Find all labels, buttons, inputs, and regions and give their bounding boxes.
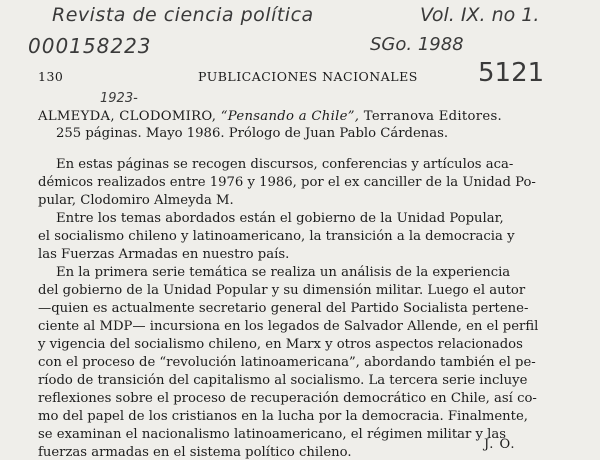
citation-line-1	[38, 110, 502, 123]
body-line: En estas páginas se recogen discursos, conferencias y artículos aca-	[56, 157, 514, 172]
section-title: PUBLICACIONES NACIONALES	[198, 69, 418, 84]
citation-title: “Pensando a Chile”,	[220, 109, 360, 124]
body-line: del gobierno de la Unidad Popular y su dimensión militar. Luego el autor	[38, 283, 526, 298]
body-line: el socialismo chileno y latinoamericano, la transición a la democracia y	[38, 229, 515, 244]
handwritten-author-year: 1923-	[100, 91, 138, 106]
body-line: En la primera serie temática se realiza un análisis de la experiencia	[56, 265, 511, 280]
body-line: ciente al MDP— incursiona en los legados de Salvador Allende, en el perfil	[38, 319, 539, 334]
handwritten-volume-note: Vol. IX. no 1.	[420, 4, 540, 26]
body-line: —quien es actualmente secretario general del Partido Socialista pertene-	[38, 301, 529, 316]
body-line: démicos realizados entre 1976 y 1986, por el ex canciller de la Unidad Po-	[38, 175, 536, 190]
handwritten-shelf-number: 5121	[478, 58, 545, 88]
citation-author: ALMEYDA, CLODOMIRO,	[38, 109, 217, 124]
body-line: se examinan el nacionalismo latinoamericano, el régimen militar y las	[38, 427, 507, 442]
body-line: pular, Clodomiro Almeyda M.	[38, 193, 234, 208]
handwritten-date-note: SGo. 1988	[370, 34, 464, 55]
handwritten-catalog-code: 000158223	[28, 34, 152, 58]
body-line: fuerzas armadas en el sistema político chileno.	[38, 445, 352, 460]
body-line: ríodo de transición del capitalismo al socialismo. La tercera serie incluye	[38, 373, 528, 388]
body-line: Entre los temas abordados están el gobierno de la Unidad Popular,	[56, 211, 504, 226]
body-line: con el proceso de “revolución latinoamericana”, abordando también el pe-	[38, 355, 536, 370]
page-number: 130	[38, 69, 64, 84]
body-line: mo del papel de los cristianos en la lucha por la democracia. Finalmente,	[38, 409, 528, 424]
body-line: reflexiones sobre el proceso de recuperación democrático en Chile, así co-	[38, 391, 537, 406]
reviewer-initials: J. O.	[484, 437, 516, 452]
citation-line-2: 255 páginas. Mayo 1986. Prólogo de Juan Pablo Cárdenas.	[56, 126, 449, 141]
body-line: y vigencia del socialismo chileno, en Marx y otros aspectos relacionados	[38, 337, 523, 352]
handwritten-source-note: Revista de ciencia política	[52, 4, 314, 26]
citation-publisher: Terranova Editores.	[363, 109, 503, 124]
body-line: las Fuerzas Armadas en nuestro país.	[38, 247, 290, 262]
